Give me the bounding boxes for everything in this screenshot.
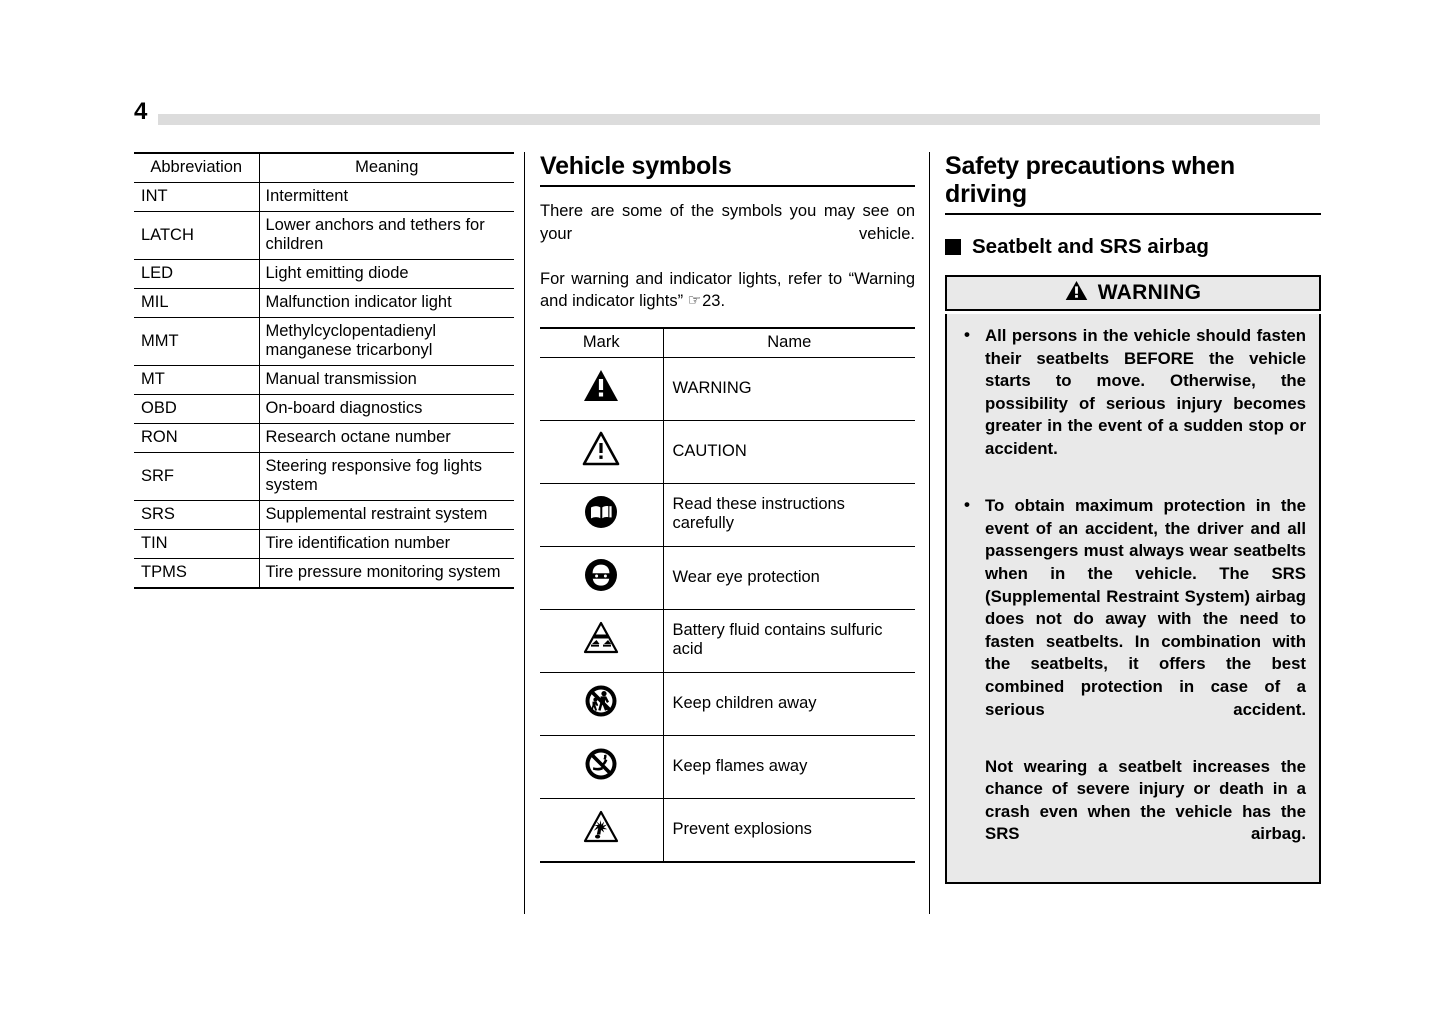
warning-label: WARNING [1097, 281, 1202, 304]
battery-acid-icon [580, 645, 622, 663]
page-number: 4 [134, 98, 147, 125]
table-row [134, 395, 514, 424]
abbreviation-cell: TPMS [134, 559, 259, 589]
meaning-cell: Light emitting diode [259, 260, 514, 289]
table-header-row [540, 328, 915, 358]
vehicle-symbols-intro [540, 187, 915, 313]
symbol-name-cell: Keep flames away [663, 735, 915, 798]
table-row [134, 366, 514, 395]
eye-protection-icon [580, 582, 622, 600]
subsection-label: Seatbelt and SRS airbag [972, 235, 1209, 258]
right-column [945, 152, 1321, 884]
mark-cell [540, 735, 663, 798]
mark-cell [540, 357, 663, 420]
warning-bullet-list [960, 325, 1306, 744]
cross-reference-page: 23. [702, 292, 726, 310]
abbreviation-table [134, 152, 514, 589]
meaning-cell: Tire identification number [259, 530, 514, 559]
abbreviation-cell: MIL [134, 289, 259, 318]
table-row [134, 501, 514, 530]
mark-cell [540, 672, 663, 735]
page-columns [0, 152, 1445, 914]
abbreviation-cell: TIN [134, 530, 259, 559]
meaning-cell: Steering responsive fog lights system [259, 453, 514, 501]
subsection-seatbelt-srs-airbag [945, 235, 1321, 259]
meaning-cell: Research octane number [259, 424, 514, 453]
intro-paragraph-2-text: For warning and indicator lights, refer to “Warning and indicator lights” [540, 269, 915, 310]
table-row [134, 289, 514, 318]
abbreviation-cell: INT [134, 183, 259, 212]
table-row [134, 530, 514, 559]
meaning-cell: Intermittent [259, 183, 514, 212]
abbreviation-cell: SRS [134, 501, 259, 530]
meaning-cell: On-board diagnostics [259, 395, 514, 424]
table-row [540, 546, 915, 609]
table-row [540, 420, 915, 483]
meaning-cell: Supplemental restraint system [259, 501, 514, 530]
table-row [540, 798, 915, 862]
table-header-row [134, 153, 514, 183]
table-row [134, 183, 514, 212]
symbol-name-cell: WARNING [663, 357, 915, 420]
symbol-name-cell: Keep children away [663, 672, 915, 735]
intro-paragraph-1: There are some of the symbols you may see on your vehicle. [540, 202, 915, 243]
symbol-name-cell: Battery fluid contains sulfuric acid [663, 609, 915, 672]
meaning-cell: Methylcyclopentadienyl manganese tricarbonyl [259, 318, 514, 366]
warning-box-header [945, 275, 1321, 311]
page-title-vehicle-symbols: Vehicle symbols [540, 152, 915, 187]
warning-box [945, 275, 1321, 884]
column-divider-right [929, 152, 930, 914]
page-header [134, 100, 1320, 128]
meaning-cell: Lower anchors and tethers for children [259, 212, 514, 260]
left-column [134, 152, 514, 589]
symbol-name-cell: Prevent explosions [663, 798, 915, 862]
table-row [540, 609, 915, 672]
page-title-safety-precautions: Safety precautions when driving [945, 152, 1321, 215]
mark-cell [540, 483, 663, 546]
middle-column [540, 152, 915, 863]
abbreviation-cell: MT [134, 366, 259, 395]
column-header-meaning: Meaning [259, 153, 514, 183]
warning-paragraph: Not wearing a seatbelt increases the chance of severe injury or death in a crash even when the vehicle has the SRS airbag. [985, 756, 1306, 844]
symbol-name-cell: Read these instructions carefully [663, 483, 915, 546]
table-row [134, 318, 514, 366]
table-row [540, 483, 915, 546]
read-manual-icon [580, 519, 622, 537]
warning-triangle-filled-icon [1065, 280, 1088, 306]
table-row [540, 357, 915, 420]
pointing-hand-icon: ☞ [687, 292, 702, 309]
no-flames-icon [580, 771, 622, 789]
explosion-icon [580, 834, 622, 852]
abbreviation-cell: RON [134, 424, 259, 453]
column-header-name: Name [663, 328, 915, 358]
warning-bullet-item: • To obtain maximum protection in the event of an accident, the driver and all passengers must always wear seatbelts when in the vehicle. The SRS (Supplemental Restraint System) airbag does not do away with the need to fasten seatbelts. In combination with the seatbelts, it offers the best combined protection in case of a serious accident. [960, 495, 1306, 744]
table-row [134, 424, 514, 453]
vehicle-symbols-table [540, 327, 915, 863]
no-children-icon [580, 708, 622, 726]
column-divider-left [524, 152, 525, 914]
abbreviation-cell: LATCH [134, 212, 259, 260]
warning-box-body [945, 314, 1321, 884]
caution-triangle-outline-icon [580, 456, 622, 474]
column-header-abbreviation: Abbreviation [134, 153, 259, 183]
square-bullet-icon [945, 239, 961, 255]
meaning-cell: Tire pressure monitoring system [259, 559, 514, 589]
symbol-name-cell: CAUTION [663, 420, 915, 483]
meaning-cell: Manual transmission [259, 366, 514, 395]
warning-bullet-item: • All persons in the vehicle should fasten their seatbelts BEFORE the vehicle starts to move. Otherwise, the possibility of serious injury becomes greater in the event of a sudden stop or accident. [960, 325, 1306, 483]
warning-triangle-filled-icon [580, 393, 622, 411]
table-row [540, 672, 915, 735]
table-row [134, 212, 514, 260]
abbreviation-cell: OBD [134, 395, 259, 424]
symbol-name-cell: Wear eye protection [663, 546, 915, 609]
abbreviation-cell: MMT [134, 318, 259, 366]
meaning-cell: Malfunction indicator light [259, 289, 514, 318]
table-row [134, 559, 514, 589]
column-header-mark: Mark [540, 328, 663, 358]
abbreviation-cell: LED [134, 260, 259, 289]
mark-cell [540, 798, 663, 862]
table-row [134, 453, 514, 501]
intro-paragraph-2 [540, 268, 915, 313]
table-row [134, 260, 514, 289]
mark-cell [540, 546, 663, 609]
header-rule [158, 114, 1320, 125]
table-row [540, 735, 915, 798]
mark-cell [540, 420, 663, 483]
mark-cell [540, 609, 663, 672]
abbreviation-cell: SRF [134, 453, 259, 501]
